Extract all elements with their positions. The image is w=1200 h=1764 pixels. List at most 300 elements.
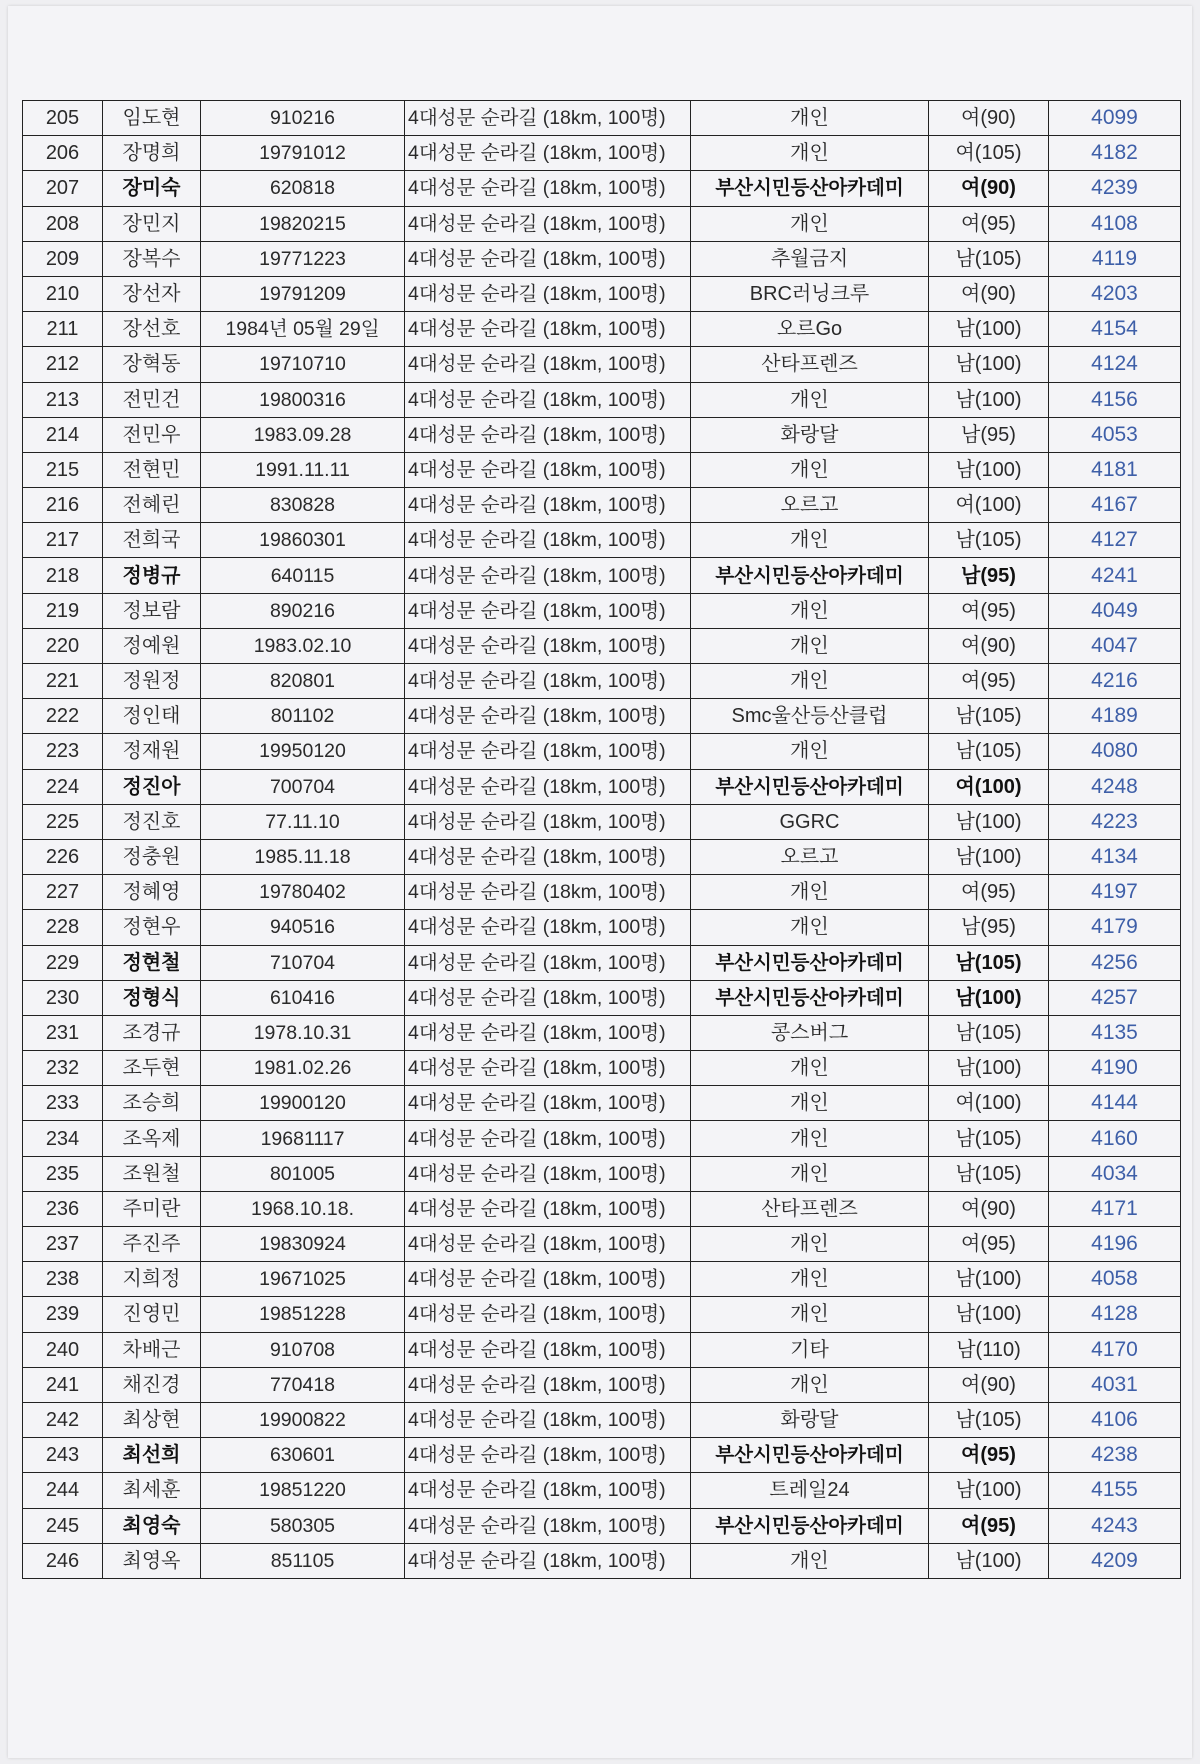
participant-name-cell: 정형식 (103, 980, 201, 1015)
course-cell: 4대성문 순라길 (18km, 100명) (405, 1402, 691, 1437)
team-cell: 부산시민등산아카데미 (691, 558, 929, 593)
bib-number-cell: 4223 (1049, 804, 1181, 839)
team-cell: GGRC (691, 804, 929, 839)
birthdate-cell: 19681117 (201, 1121, 405, 1156)
gender-size-cell: 여(90) (929, 276, 1049, 311)
bib-number-cell: 4182 (1049, 136, 1181, 171)
birthdate-cell: 19710710 (201, 347, 405, 382)
birthdate-cell: 19851220 (201, 1473, 405, 1508)
course-cell: 4대성문 순라길 (18km, 100명) (405, 769, 691, 804)
participant-name-cell: 최선희 (103, 1438, 201, 1473)
row-number-cell: 207 (23, 171, 103, 206)
row-number-cell: 227 (23, 875, 103, 910)
birthdate-cell: 940516 (201, 910, 405, 945)
course-cell: 4대성문 순라길 (18km, 100명) (405, 1367, 691, 1402)
table-row (23, 171, 1181, 206)
gender-size-cell: 남(105) (929, 1121, 1049, 1156)
row-number-cell: 208 (23, 206, 103, 241)
participant-name-cell: 정진아 (103, 769, 201, 804)
birthdate-cell: 19671025 (201, 1262, 405, 1297)
gender-size-cell: 남(100) (929, 980, 1049, 1015)
table-row (23, 699, 1181, 734)
team-cell: 오르고 (691, 488, 929, 523)
birthdate-cell: 630601 (201, 1438, 405, 1473)
course-cell: 4대성문 순라길 (18km, 100명) (405, 276, 691, 311)
team-cell: 트레일24 (691, 1473, 929, 1508)
course-cell: 4대성문 순라길 (18km, 100명) (405, 945, 691, 980)
gender-size-cell: 여(95) (929, 206, 1049, 241)
gender-size-cell: 남(100) (929, 382, 1049, 417)
table-row (23, 1543, 1181, 1578)
gender-size-cell: 남(100) (929, 1543, 1049, 1578)
bib-number-cell: 4119 (1049, 241, 1181, 276)
row-number-cell: 216 (23, 488, 103, 523)
row-number-cell: 241 (23, 1367, 103, 1402)
participant-name-cell: 정재원 (103, 734, 201, 769)
gender-size-cell: 남(105) (929, 945, 1049, 980)
table-row (23, 1402, 1181, 1437)
birthdate-cell: 890216 (201, 593, 405, 628)
birthdate-cell: 770418 (201, 1367, 405, 1402)
birthdate-cell: 19791209 (201, 276, 405, 311)
bib-number-cell: 4179 (1049, 910, 1181, 945)
bib-number-cell: 4248 (1049, 769, 1181, 804)
course-cell: 4대성문 순라길 (18km, 100명) (405, 875, 691, 910)
table-row (23, 664, 1181, 699)
row-number-cell: 225 (23, 804, 103, 839)
bib-number-cell: 4154 (1049, 312, 1181, 347)
table-row (23, 1508, 1181, 1543)
participant-name-cell: 차배근 (103, 1332, 201, 1367)
row-number-cell: 215 (23, 452, 103, 487)
birthdate-cell: 1978.10.31 (201, 1015, 405, 1050)
participant-name-cell: 전혜린 (103, 488, 201, 523)
row-number-cell: 213 (23, 382, 103, 417)
team-cell: 부산시민등산아카데미 (691, 171, 929, 206)
bib-number-cell: 4049 (1049, 593, 1181, 628)
bib-number-cell: 4203 (1049, 276, 1181, 311)
birthdate-cell: 710704 (201, 945, 405, 980)
birthdate-cell: 77.11.10 (201, 804, 405, 839)
course-cell: 4대성문 순라길 (18km, 100명) (405, 1156, 691, 1191)
course-cell: 4대성문 순라길 (18km, 100명) (405, 1121, 691, 1156)
participant-name-cell: 전민우 (103, 417, 201, 452)
team-cell: 개인 (691, 1297, 929, 1332)
roster-body (23, 101, 1181, 1579)
bib-number-cell: 4256 (1049, 945, 1181, 980)
course-cell: 4대성문 순라길 (18km, 100명) (405, 206, 691, 241)
gender-size-cell: 남(100) (929, 1262, 1049, 1297)
birthdate-cell: 19820215 (201, 206, 405, 241)
row-number-cell: 221 (23, 664, 103, 699)
table-row (23, 804, 1181, 839)
row-number-cell: 242 (23, 1402, 103, 1437)
team-cell: 개인 (691, 523, 929, 558)
table-row (23, 980, 1181, 1015)
team-cell: 콩스버그 (691, 1015, 929, 1050)
gender-size-cell: 여(100) (929, 1086, 1049, 1121)
bib-number-cell: 4243 (1049, 1508, 1181, 1543)
row-number-cell: 240 (23, 1332, 103, 1367)
course-cell: 4대성문 순라길 (18km, 100명) (405, 804, 691, 839)
gender-size-cell: 여(100) (929, 488, 1049, 523)
birthdate-cell: 1983.09.28 (201, 417, 405, 452)
bib-number-cell: 4034 (1049, 1156, 1181, 1191)
participant-name-cell: 조경규 (103, 1015, 201, 1050)
paper-sheet (8, 6, 1192, 1758)
course-cell: 4대성문 순라길 (18km, 100명) (405, 1543, 691, 1578)
bib-number-cell: 4196 (1049, 1227, 1181, 1262)
gender-size-cell: 여(90) (929, 171, 1049, 206)
birthdate-cell: 19830924 (201, 1227, 405, 1262)
bib-number-cell: 4160 (1049, 1121, 1181, 1156)
participant-name-cell: 조원철 (103, 1156, 201, 1191)
gender-size-cell: 남(100) (929, 452, 1049, 487)
row-number-cell: 222 (23, 699, 103, 734)
birthdate-cell: 700704 (201, 769, 405, 804)
birthdate-cell: 830828 (201, 488, 405, 523)
gender-size-cell: 남(100) (929, 804, 1049, 839)
row-number-cell: 211 (23, 312, 103, 347)
row-number-cell: 212 (23, 347, 103, 382)
participant-name-cell: 장미숙 (103, 171, 201, 206)
participant-name-cell: 임도현 (103, 101, 201, 136)
table-row (23, 382, 1181, 417)
row-number-cell: 235 (23, 1156, 103, 1191)
gender-size-cell: 남(105) (929, 523, 1049, 558)
team-cell: 개인 (691, 628, 929, 663)
birthdate-cell: 19791012 (201, 136, 405, 171)
table-row (23, 1086, 1181, 1121)
row-number-cell: 223 (23, 734, 103, 769)
participant-name-cell: 정예원 (103, 628, 201, 663)
course-cell: 4대성문 순라길 (18km, 100명) (405, 593, 691, 628)
participant-name-cell: 정현철 (103, 945, 201, 980)
row-number-cell: 209 (23, 241, 103, 276)
participant-name-cell: 장혁동 (103, 347, 201, 382)
course-cell: 4대성문 순라길 (18km, 100명) (405, 1086, 691, 1121)
bib-number-cell: 4144 (1049, 1086, 1181, 1121)
course-cell: 4대성문 순라길 (18km, 100명) (405, 1262, 691, 1297)
course-cell: 4대성문 순라길 (18km, 100명) (405, 910, 691, 945)
gender-size-cell: 남(105) (929, 1156, 1049, 1191)
table-row (23, 241, 1181, 276)
row-number-cell: 246 (23, 1543, 103, 1578)
course-cell: 4대성문 순라길 (18km, 100명) (405, 347, 691, 382)
bib-number-cell: 4171 (1049, 1191, 1181, 1226)
birthdate-cell: 1991.11.11 (201, 452, 405, 487)
row-number-cell: 243 (23, 1438, 103, 1473)
course-cell: 4대성문 순라길 (18km, 100명) (405, 839, 691, 874)
table-row (23, 593, 1181, 628)
team-cell: 개인 (691, 382, 929, 417)
participant-name-cell: 장선자 (103, 276, 201, 311)
course-cell: 4대성문 순라길 (18km, 100명) (405, 488, 691, 523)
row-number-cell: 234 (23, 1121, 103, 1156)
gender-size-cell: 남(100) (929, 1051, 1049, 1086)
birthdate-cell: 19950120 (201, 734, 405, 769)
row-number-cell: 217 (23, 523, 103, 558)
table-row (23, 769, 1181, 804)
participant-name-cell: 조두현 (103, 1051, 201, 1086)
table-row (23, 558, 1181, 593)
row-number-cell: 205 (23, 101, 103, 136)
participant-name-cell: 최세훈 (103, 1473, 201, 1508)
gender-size-cell: 여(90) (929, 628, 1049, 663)
gender-size-cell: 남(105) (929, 1015, 1049, 1050)
course-cell: 4대성문 순라길 (18km, 100명) (405, 241, 691, 276)
team-cell: 개인 (691, 1086, 929, 1121)
birthdate-cell: 19900120 (201, 1086, 405, 1121)
participant-name-cell: 장민지 (103, 206, 201, 241)
bib-number-cell: 4156 (1049, 382, 1181, 417)
bib-number-cell: 4135 (1049, 1015, 1181, 1050)
birthdate-cell: 820801 (201, 664, 405, 699)
table-row (23, 1191, 1181, 1226)
course-cell: 4대성문 순라길 (18km, 100명) (405, 382, 691, 417)
table-row (23, 1227, 1181, 1262)
birthdate-cell: 640115 (201, 558, 405, 593)
gender-size-cell: 여(95) (929, 1508, 1049, 1543)
participant-name-cell: 지희정 (103, 1262, 201, 1297)
team-cell: 기타 (691, 1332, 929, 1367)
gender-size-cell: 남(95) (929, 910, 1049, 945)
course-cell: 4대성문 순라길 (18km, 100명) (405, 628, 691, 663)
team-cell: 개인 (691, 101, 929, 136)
participant-name-cell: 주미란 (103, 1191, 201, 1226)
birthdate-cell: 1968.10.18. (201, 1191, 405, 1226)
bib-number-cell: 4239 (1049, 171, 1181, 206)
birthdate-cell: 910216 (201, 101, 405, 136)
bib-number-cell: 4124 (1049, 347, 1181, 382)
participant-name-cell: 정충원 (103, 839, 201, 874)
participant-name-cell: 진영민 (103, 1297, 201, 1332)
table-row (23, 1262, 1181, 1297)
team-cell: 개인 (691, 452, 929, 487)
participant-roster-table (22, 100, 1181, 1579)
gender-size-cell: 남(105) (929, 1402, 1049, 1437)
team-cell: 개인 (691, 1543, 929, 1578)
row-number-cell: 206 (23, 136, 103, 171)
bib-number-cell: 4181 (1049, 452, 1181, 487)
team-cell: 산타프렌즈 (691, 347, 929, 382)
table-row (23, 347, 1181, 382)
gender-size-cell: 남(100) (929, 1297, 1049, 1332)
participant-name-cell: 최상현 (103, 1402, 201, 1437)
table-row (23, 136, 1181, 171)
gender-size-cell: 남(100) (929, 347, 1049, 382)
row-number-cell: 230 (23, 980, 103, 1015)
bib-number-cell: 4170 (1049, 1332, 1181, 1367)
gender-size-cell: 여(95) (929, 1438, 1049, 1473)
table-row (23, 488, 1181, 523)
birthdate-cell: 19860301 (201, 523, 405, 558)
birthdate-cell: 1984년 05월 29일 (201, 312, 405, 347)
team-cell: 부산시민등산아카데미 (691, 1508, 929, 1543)
team-cell: 개인 (691, 136, 929, 171)
bib-number-cell: 4127 (1049, 523, 1181, 558)
team-cell: 부산시민등산아카데미 (691, 1438, 929, 1473)
gender-size-cell: 여(95) (929, 1227, 1049, 1262)
bib-number-cell: 4197 (1049, 875, 1181, 910)
team-cell: 개인 (691, 1156, 929, 1191)
course-cell: 4대성문 순라길 (18km, 100명) (405, 699, 691, 734)
row-number-cell: 224 (23, 769, 103, 804)
participant-name-cell: 최영숙 (103, 1508, 201, 1543)
birthdate-cell: 1985.11.18 (201, 839, 405, 874)
gender-size-cell: 여(100) (929, 769, 1049, 804)
team-cell: 화랑달 (691, 1402, 929, 1437)
gender-size-cell: 남(105) (929, 699, 1049, 734)
team-cell: 개인 (691, 206, 929, 241)
row-number-cell: 219 (23, 593, 103, 628)
row-number-cell: 210 (23, 276, 103, 311)
bib-number-cell: 4106 (1049, 1402, 1181, 1437)
gender-size-cell: 남(105) (929, 734, 1049, 769)
bib-number-cell: 4190 (1049, 1051, 1181, 1086)
course-cell: 4대성문 순라길 (18km, 100명) (405, 1227, 691, 1262)
row-number-cell: 244 (23, 1473, 103, 1508)
team-cell: 부산시민등산아카데미 (691, 980, 929, 1015)
table-row (23, 276, 1181, 311)
course-cell: 4대성문 순라길 (18km, 100명) (405, 523, 691, 558)
row-number-cell: 232 (23, 1051, 103, 1086)
birthdate-cell: 19800316 (201, 382, 405, 417)
participant-name-cell: 정원정 (103, 664, 201, 699)
gender-size-cell: 여(105) (929, 136, 1049, 171)
team-cell: 개인 (691, 1121, 929, 1156)
bib-number-cell: 4128 (1049, 1297, 1181, 1332)
row-number-cell: 226 (23, 839, 103, 874)
row-number-cell: 228 (23, 910, 103, 945)
row-number-cell: 245 (23, 1508, 103, 1543)
course-cell: 4대성문 순라길 (18km, 100명) (405, 980, 691, 1015)
participant-name-cell: 주진주 (103, 1227, 201, 1262)
participant-name-cell: 정진호 (103, 804, 201, 839)
gender-size-cell: 여(95) (929, 875, 1049, 910)
team-cell: BRC러닝크루 (691, 276, 929, 311)
birthdate-cell: 1981.02.26 (201, 1051, 405, 1086)
birthdate-cell: 610416 (201, 980, 405, 1015)
team-cell: 개인 (691, 1051, 929, 1086)
bib-number-cell: 4216 (1049, 664, 1181, 699)
participant-name-cell: 정보람 (103, 593, 201, 628)
team-cell: 오르Go (691, 312, 929, 347)
participant-name-cell: 최영옥 (103, 1543, 201, 1578)
table-row (23, 206, 1181, 241)
gender-size-cell: 남(95) (929, 558, 1049, 593)
bib-number-cell: 4189 (1049, 699, 1181, 734)
gender-size-cell: 남(95) (929, 417, 1049, 452)
birthdate-cell: 580305 (201, 1508, 405, 1543)
table-row (23, 1051, 1181, 1086)
table-row (23, 452, 1181, 487)
row-number-cell: 233 (23, 1086, 103, 1121)
participant-name-cell: 정인태 (103, 699, 201, 734)
table-row (23, 417, 1181, 452)
table-row (23, 945, 1181, 980)
birthdate-cell: 19771223 (201, 241, 405, 276)
bib-number-cell: 4099 (1049, 101, 1181, 136)
course-cell: 4대성문 순라길 (18km, 100명) (405, 1191, 691, 1226)
gender-size-cell: 여(90) (929, 1367, 1049, 1402)
gender-size-cell: 여(95) (929, 593, 1049, 628)
team-cell: 오르고 (691, 839, 929, 874)
gender-size-cell: 남(110) (929, 1332, 1049, 1367)
birthdate-cell: 19851228 (201, 1297, 405, 1332)
participant-name-cell: 채진경 (103, 1367, 201, 1402)
row-number-cell: 239 (23, 1297, 103, 1332)
table-row (23, 1332, 1181, 1367)
course-cell: 4대성문 순라길 (18km, 100명) (405, 1473, 691, 1508)
gender-size-cell: 남(100) (929, 312, 1049, 347)
team-cell: 부산시민등산아카데미 (691, 769, 929, 804)
team-cell: 부산시민등산아카데미 (691, 945, 929, 980)
gender-size-cell: 남(105) (929, 241, 1049, 276)
table-row (23, 101, 1181, 136)
table-row (23, 1297, 1181, 1332)
team-cell: 개인 (691, 593, 929, 628)
bib-number-cell: 4031 (1049, 1367, 1181, 1402)
participant-name-cell: 장명희 (103, 136, 201, 171)
course-cell: 4대성문 순라길 (18km, 100명) (405, 101, 691, 136)
table-row (23, 875, 1181, 910)
participant-name-cell: 정현우 (103, 910, 201, 945)
team-cell: 개인 (691, 664, 929, 699)
participant-name-cell: 전민건 (103, 382, 201, 417)
participant-name-cell: 조옥제 (103, 1121, 201, 1156)
table-row (23, 523, 1181, 558)
table-row (23, 312, 1181, 347)
course-cell: 4대성문 순라길 (18km, 100명) (405, 136, 691, 171)
row-number-cell: 237 (23, 1227, 103, 1262)
participant-name-cell: 장복수 (103, 241, 201, 276)
bib-number-cell: 4134 (1049, 839, 1181, 874)
course-cell: 4대성문 순라길 (18km, 100명) (405, 734, 691, 769)
gender-size-cell: 여(90) (929, 101, 1049, 136)
course-cell: 4대성문 순라길 (18km, 100명) (405, 1508, 691, 1543)
team-cell: 개인 (691, 1262, 929, 1297)
course-cell: 4대성문 순라길 (18km, 100명) (405, 1332, 691, 1367)
team-cell: 개인 (691, 910, 929, 945)
birthdate-cell: 910708 (201, 1332, 405, 1367)
bib-number-cell: 4209 (1049, 1543, 1181, 1578)
row-number-cell: 218 (23, 558, 103, 593)
bib-number-cell: 4167 (1049, 488, 1181, 523)
course-cell: 4대성문 순라길 (18km, 100명) (405, 558, 691, 593)
table-row (23, 1156, 1181, 1191)
bib-number-cell: 4155 (1049, 1473, 1181, 1508)
bib-number-cell: 4080 (1049, 734, 1181, 769)
table-row (23, 1367, 1181, 1402)
gender-size-cell: 남(100) (929, 839, 1049, 874)
course-cell: 4대성문 순라길 (18km, 100명) (405, 664, 691, 699)
table-row (23, 1473, 1181, 1508)
bib-number-cell: 4257 (1049, 980, 1181, 1015)
course-cell: 4대성문 순라길 (18km, 100명) (405, 1051, 691, 1086)
participant-name-cell: 전현민 (103, 452, 201, 487)
course-cell: 4대성문 순라길 (18km, 100명) (405, 417, 691, 452)
bib-number-cell: 4108 (1049, 206, 1181, 241)
bib-number-cell: 4047 (1049, 628, 1181, 663)
gender-size-cell: 남(100) (929, 1473, 1049, 1508)
table-row (23, 1438, 1181, 1473)
participant-name-cell: 장선호 (103, 312, 201, 347)
birthdate-cell: 801102 (201, 699, 405, 734)
birthdate-cell: 851105 (201, 1543, 405, 1578)
team-cell: 추월금지 (691, 241, 929, 276)
bib-number-cell: 4053 (1049, 417, 1181, 452)
